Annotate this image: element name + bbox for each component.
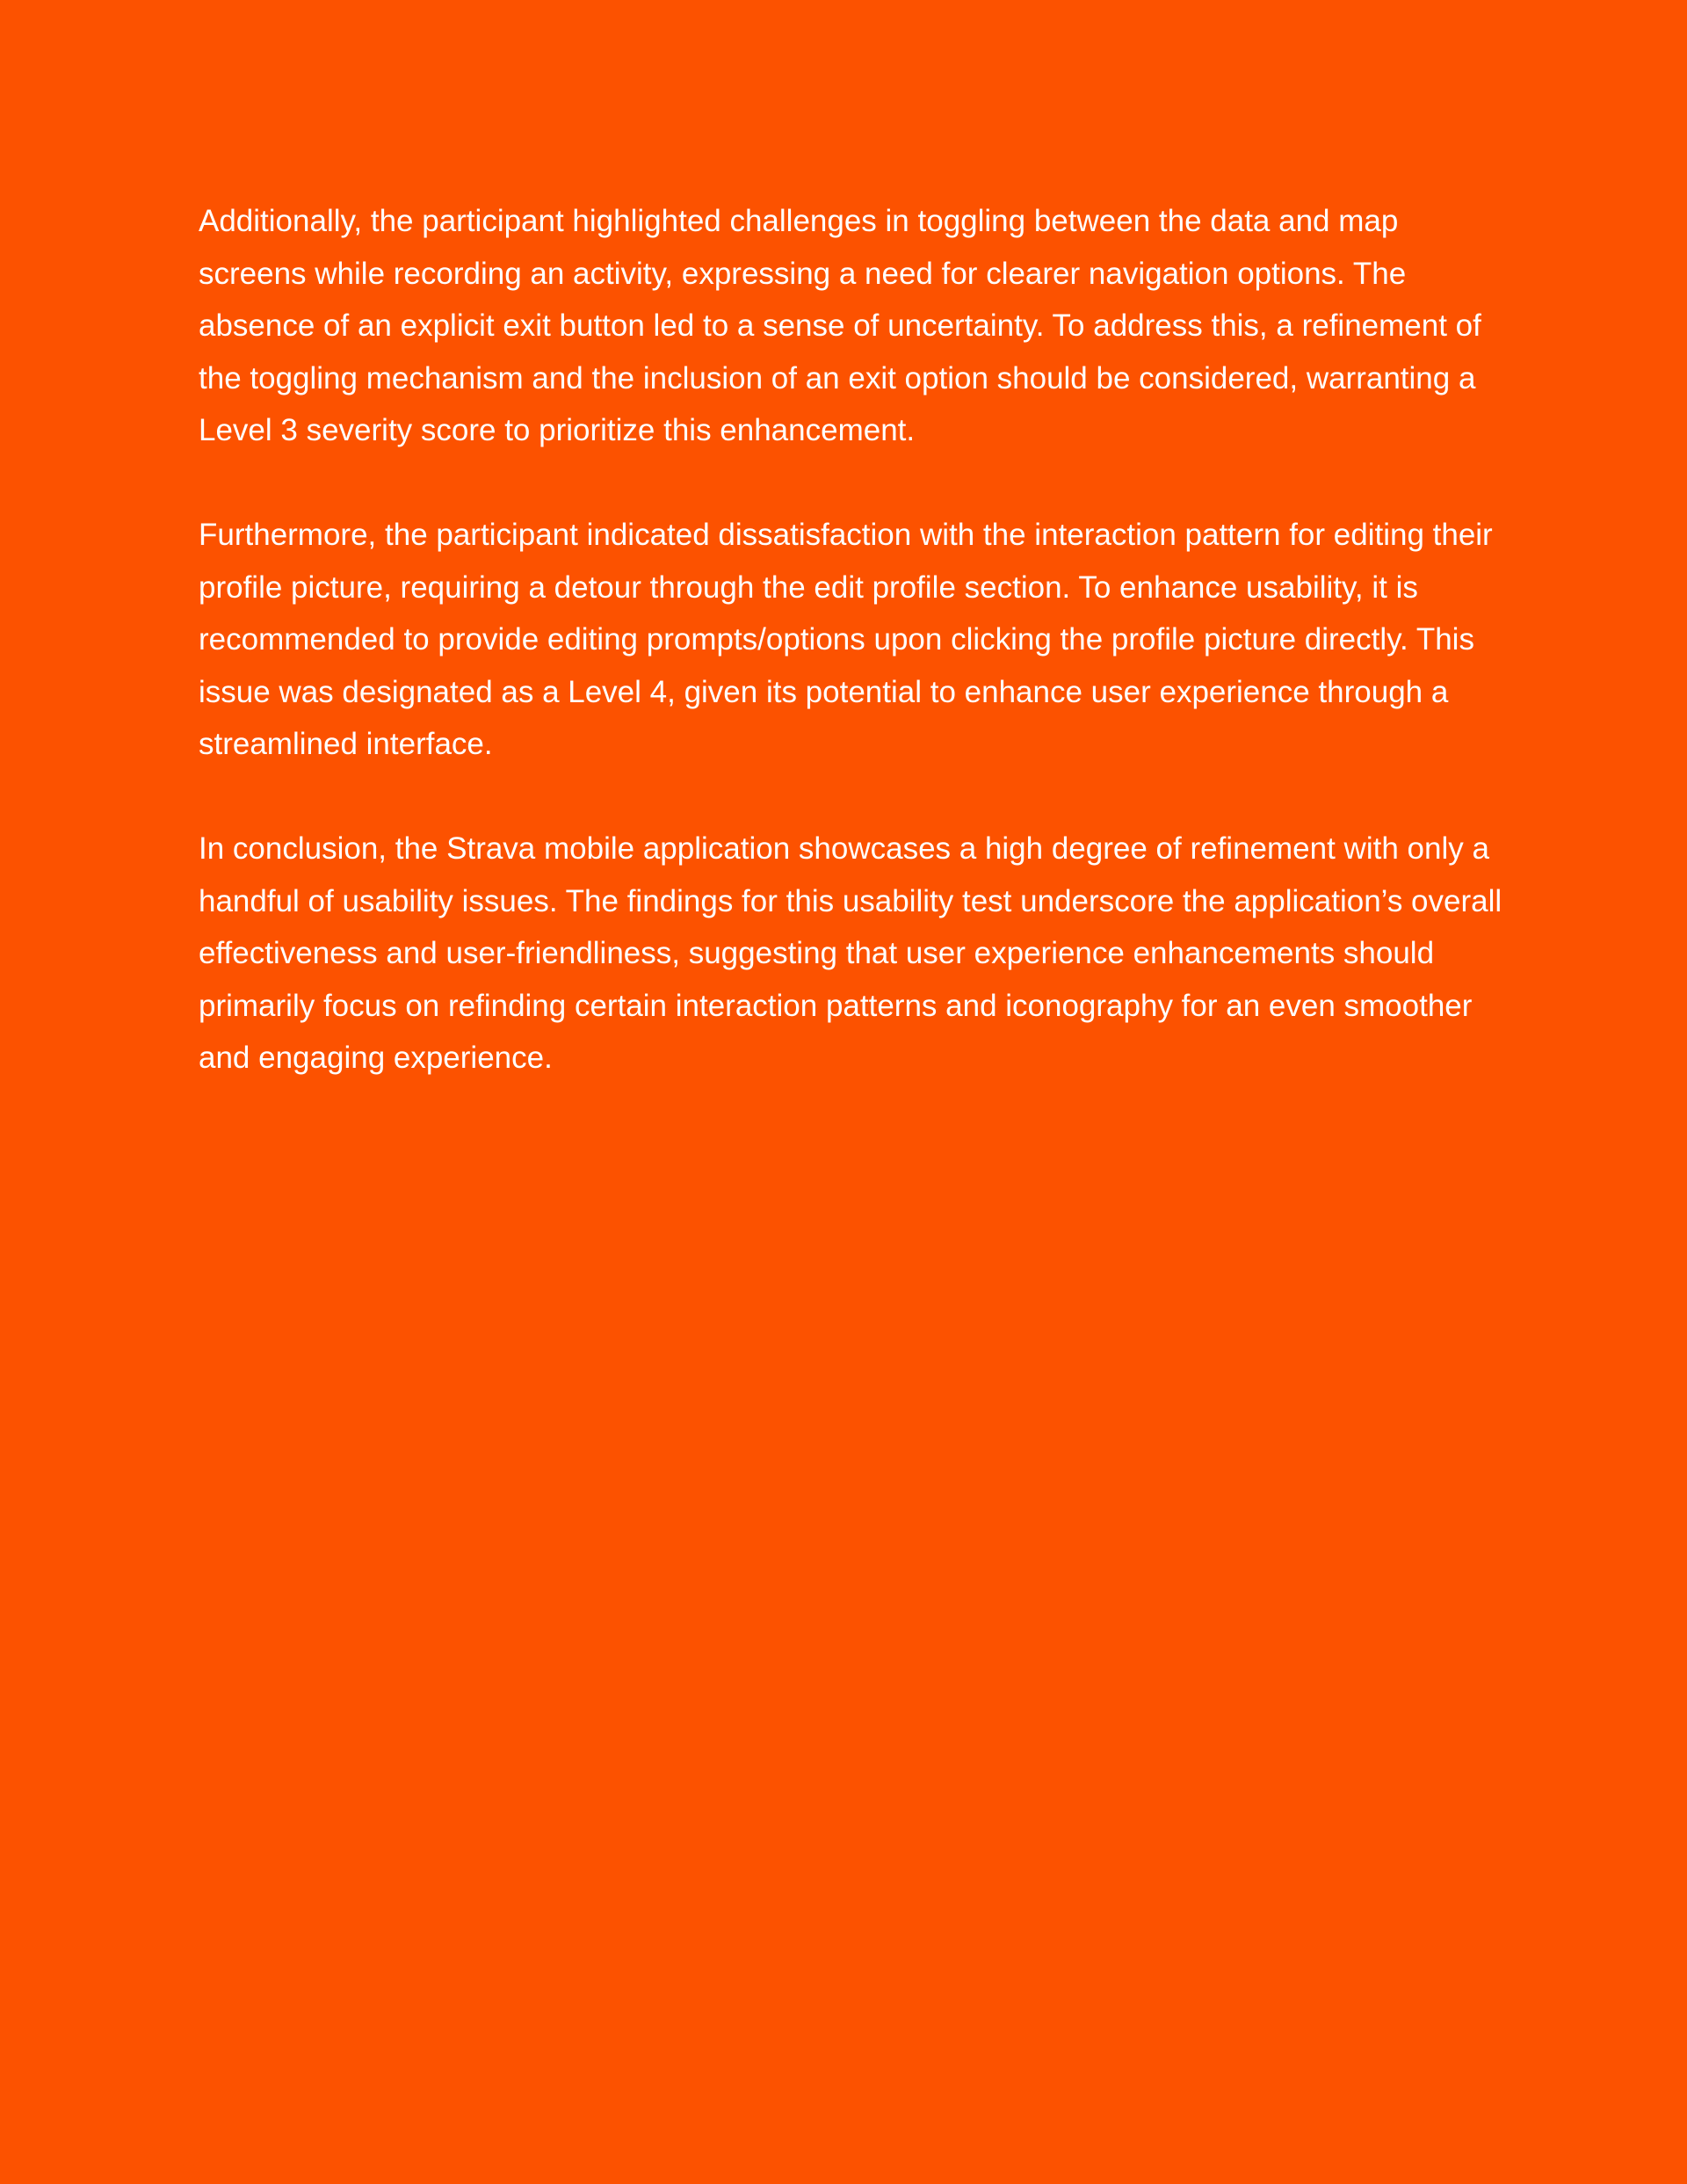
paragraph-profile-picture-editing: Furthermore, the participant indicated dissatisfaction with the interaction pattern for editing their profile picture, requiring a detour through the edit profile section. To enhance usability, it is recommended to provide editing prompts/options upon clicking the profile picture directly. This issue was designated as a Level 4, given its potential to enhance user experience through a streamlined interface. — [199, 517, 1493, 762]
paragraph-conclusion: In conclusion, the Strava mobile application showcases a high degree of refinement with only a handful of usability issues. The findings for this usability test underscore the application’s overall effectiveness and user-friendliness, suggesting that user experience enhancements should primarily focus on refinding certain interaction patterns and iconography for an even smoother and engaging experience. — [199, 831, 1502, 1076]
paragraph-navigation-toggling: Additionally, the participant highlighted challenges in toggling between the data and map screens while recording an activity, expressing a need for clearer navigation options. The absence of an explicit exit button led to a sense of uncertainty. To address this, a refinement of the toggling mechanism and the inclusion of an exit option should be considered, warranting a Level 3 severity score to prioritize this enhancement. — [199, 204, 1481, 448]
report-body — [199, 195, 1508, 1136]
